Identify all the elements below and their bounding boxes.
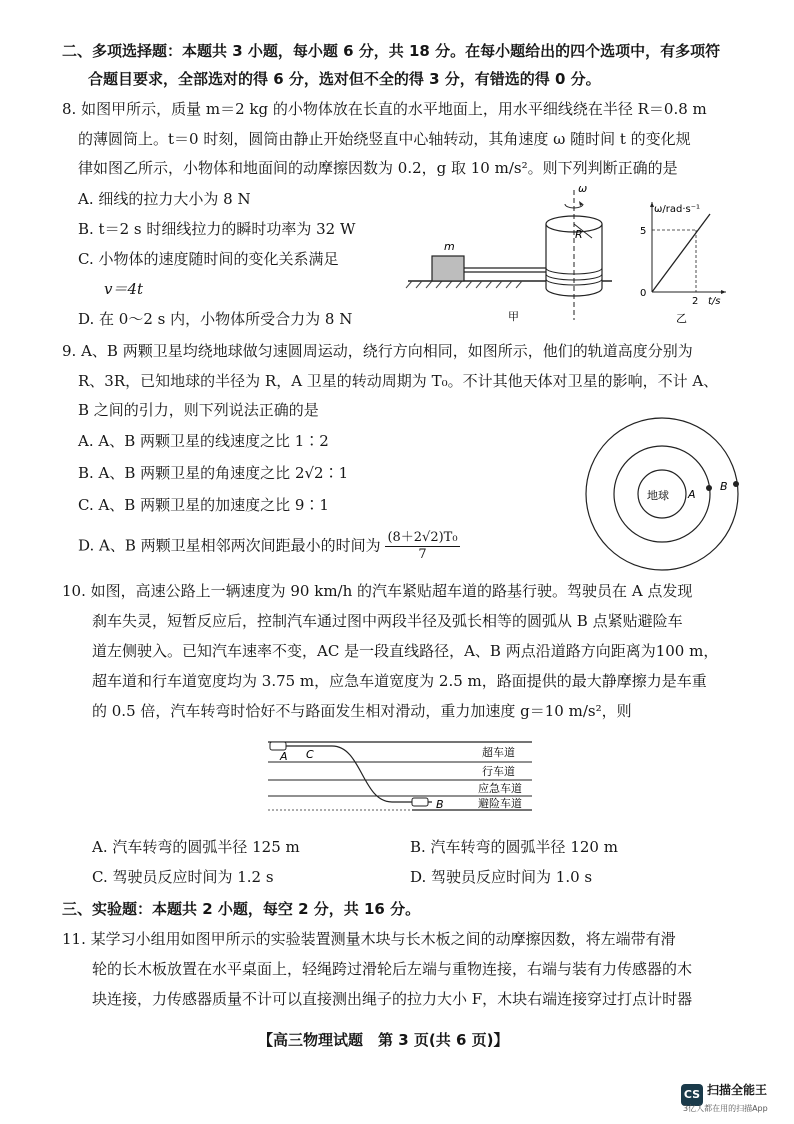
- q10-option-c: C. 驾驶员反应时间为 1.2 s: [92, 868, 274, 886]
- page-footer: 【高三物理试题 第 3 页(共 6 页)】: [258, 1031, 509, 1049]
- q9-stem-line1: 9. A、B 两颗卫星均绕地球做匀速圆周运动，绕行方向相同，如图所示，他们的轨道高度分别为: [62, 342, 693, 360]
- q8-option-a: A. 细线的拉力大小为 8 N: [78, 190, 251, 208]
- satellite-b-dot: [733, 481, 739, 487]
- lane-emergency-label: 应急车道: [478, 782, 522, 795]
- q10-stem-line3: 道左侧驶入。已知汽车速率不变，AC 是一段直线路径，A、B 两点沿道路方向距离为100 m，: [92, 642, 719, 660]
- q9-option-d: [78, 530, 460, 563]
- q8-figure-omega-graph: [630, 194, 730, 324]
- satellite-b-label: B: [720, 480, 728, 493]
- q9-option-c: C. A、B 两颗卫星的加速度之比 9∶1: [78, 496, 329, 514]
- q9-option-d-fraction: [385, 530, 459, 563]
- fraction-numerator: (8＋2√2)T₀: [387, 530, 458, 545]
- y-tick-5: 5: [640, 226, 647, 237]
- q8-stem-line3: 律如图乙所示，小物体和地面间的动摩擦因数为 0.2，g 取 10 m/s²。则下列判断正确的是: [78, 159, 678, 177]
- watermark-sub: 3亿人都在用的扫描App: [683, 1104, 768, 1113]
- mass-label: m: [444, 240, 455, 253]
- section-2-heading-cont: 合题目要求，全部选对的得 6 分，选对但不全的得 3 分，有错选的得 0 分。: [88, 70, 601, 88]
- q10-stem-line1: 10. 如图，高速公路上一辆速度为 90 km/h 的汽车紧贴超车道的路基行驶。驾驶员在 A 点发现: [62, 582, 693, 600]
- q9-orbit-figure: [584, 416, 744, 576]
- q10-stem-line2: 刹车失灵，短暂反应后，控制汽车通过图中两段半径及弧长相等的圆弧从 B 点紧贴避险车: [92, 612, 683, 630]
- lane-escape-label: 避险车道: [478, 797, 522, 810]
- q9-option-b: B. A、B 两颗卫星的角速度之比 2√2∶1: [78, 464, 349, 482]
- q8-option-c-formula: v＝4t: [104, 280, 144, 298]
- earth-label: 地球: [647, 489, 669, 502]
- omega-line: [652, 214, 710, 292]
- satellite-a-label: A: [688, 488, 696, 501]
- q8-option-b: B. t＝2 s 时细线拉力的瞬时功率为 32 W: [78, 220, 356, 238]
- q11-stem-line1: 11. 某学习小组用如图甲所示的实验装置测量木块与长木板之间的动摩擦因数，将左端带有滑: [62, 930, 676, 948]
- q9-option-d-text: D. A、B 两颗卫星相邻两次间距最小的时间为: [78, 536, 381, 555]
- omega-label: ω: [578, 182, 588, 195]
- q10-stem-line5: 的 0.5 倍，汽车转弯时恰好不与路面发生相对滑动，重力加速度 g＝10 m/s²，则: [92, 702, 632, 720]
- q8-stem-line2: 的薄圆筒上。t＝0 时刻，圆筒由静止开始绕竖直中心轴转动，其角速度 ω 随时间 t 的变化规: [78, 130, 691, 148]
- q8-option-d: D. 在 0～2 s 内，小物体所受合力为 8 N: [78, 310, 353, 328]
- q10-stem-line4: 超车道和行车道宽度均为 3.75 m，应急车道宽度为 2.5 m，路面提供的最大静摩擦力是车重: [92, 672, 707, 690]
- point-a-label: A: [280, 750, 288, 763]
- watermark-name: 扫描全能王: [707, 1083, 768, 1097]
- q8-option-c: C. 小物体的速度随时间的变化关系满足: [78, 250, 339, 268]
- car-at-a: [270, 742, 286, 750]
- q10-option-b: B. 汽车转弯的圆弧半径 120 m: [410, 838, 618, 856]
- radius-label: R: [575, 228, 583, 241]
- q9-stem-line2: R、3R，已知地球的半径为 R，A 卫星的转动周期为 T₀。不计其他天体对卫星的影响，不计 A、: [78, 372, 719, 390]
- lane-overtaking-label: 超车道: [482, 746, 515, 759]
- satellite-a-dot: [706, 485, 712, 491]
- x-tick-2: 2: [692, 296, 699, 307]
- camscanner-logo: CS: [681, 1084, 703, 1106]
- point-b-label: B: [436, 798, 444, 811]
- y-axis-label: ω/rad·s⁻¹: [654, 204, 701, 215]
- x-axis-label: t/s: [708, 296, 721, 307]
- q10-road-figure: [262, 734, 538, 824]
- q8-figure-cylinder: [400, 180, 622, 325]
- figure-yi-caption: 乙: [676, 312, 687, 324]
- section-2-heading: 二、多项选择题：本题共 3 小题，每小题 6 分，共 18 分。在每小题给出的四个选项中，有多项符: [62, 42, 721, 60]
- section-3-heading: 三、实验题：本题共 2 小题，每空 2 分，共 16 分。: [62, 900, 421, 918]
- q10-option-a: A. 汽车转弯的圆弧半径 125 m: [92, 838, 300, 856]
- fraction-denominator: 7: [418, 547, 427, 562]
- q8-stem-line1: 8. 如图甲所示，质量 m＝2 kg 的小物体放在长直的水平地面上，用水平细线绕在半径 R＝0.8 m: [62, 100, 707, 118]
- block-m-shape: [432, 256, 464, 281]
- q9-option-a: A. A、B 两颗卫星的线速度之比 1∶2: [78, 432, 329, 450]
- q10-option-d: D. 驾驶员反应时间为 1.0 s: [410, 868, 593, 886]
- lane-driving-label: 行车道: [482, 765, 515, 778]
- q11-stem-line2: 轮的长木板放置在水平桌面上，轻绳跨过滑轮后左端与重物连接，右端与装有力传感器的木: [92, 960, 693, 978]
- figure-jia-caption: 甲: [508, 310, 519, 323]
- origin-label: 0: [640, 288, 647, 299]
- point-c-label: C: [306, 748, 314, 761]
- car-at-b: [412, 798, 428, 806]
- vehicle-path: [272, 746, 432, 802]
- q9-stem-line3: B 之间的引力，则下列说法正确的是: [78, 401, 319, 419]
- q11-stem-line3: 块连接，力传感器质量不计可以直接测出绳子的拉力大小 F，木块右端连接穿过打点计时器: [92, 990, 693, 1008]
